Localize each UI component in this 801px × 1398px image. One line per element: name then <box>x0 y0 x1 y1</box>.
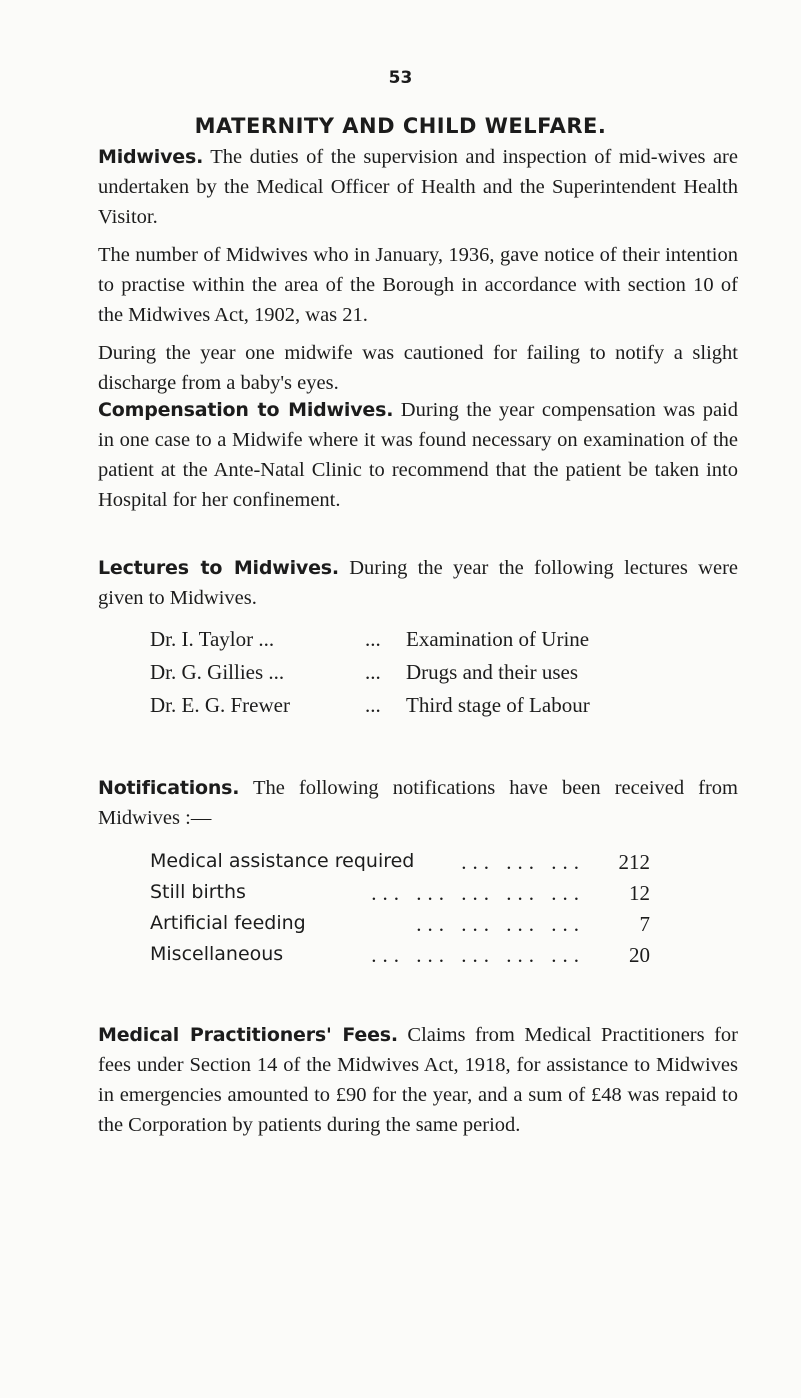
lectures-text: During the year the following lectures were given to Midwives. <box>98 557 738 609</box>
midwives-text-1: The duties of the supervision and inspection of mid-wives are undertaken by the Medical Officer of Health and the Superintendent Health Visitor. <box>98 146 738 228</box>
lecture-row <box>150 660 710 690</box>
notification-count: 7 <box>639 912 650 936</box>
section-lectures <box>98 553 738 613</box>
midwives-paragraph-3: During the year one midwife was cautioned for failing to notify a slight discharge from a baby's eyes. <box>98 342 738 394</box>
lecture-row <box>150 693 710 723</box>
lecturer-name: Dr. I. Taylor ... <box>150 627 275 651</box>
notification-leader: ... ... ... <box>461 850 585 874</box>
lecture-topic: Drugs and their uses <box>406 660 579 684</box>
lectures-heading: Lectures to Midwives. <box>98 557 339 579</box>
lecture-topic: Examination of Urine <box>406 627 590 651</box>
notification-row <box>150 850 650 880</box>
notification-label: Miscellaneous <box>150 943 284 965</box>
lecture-separator: ... <box>365 693 381 717</box>
notification-row <box>150 912 650 942</box>
page-title: MATERNITY AND CHILD WELFARE. <box>194 114 607 138</box>
section-notifications <box>98 773 738 833</box>
notifications-text: The following notifications have been received from Midwives :— <box>98 777 739 829</box>
lecture-row <box>150 627 710 657</box>
notification-count: 212 <box>618 850 650 874</box>
compensation-text: During the year compensation was paid in one case to a Midwife where it was found necessary on examination of the patient at the Ante-Natal Clinic to recommend that the patient be taken into Hospital for her confinement. <box>98 399 739 511</box>
midwives-heading: Midwives. <box>98 146 204 168</box>
section-compensation <box>98 395 738 515</box>
notification-leader: ... ... ... ... ... <box>371 943 585 967</box>
notification-count: 12 <box>629 881 650 905</box>
lecture-separator: ... <box>365 660 381 684</box>
lecture-separator: ... <box>365 627 381 651</box>
section-midwives <box>98 142 738 398</box>
lecturer-name: Dr. G. Gillies ... <box>150 660 285 684</box>
notification-row <box>150 943 650 973</box>
midwives-paragraph-1 <box>98 142 738 232</box>
notifications-heading: Notifications. <box>98 777 240 799</box>
notification-label: Medical assistance required <box>150 850 415 872</box>
notification-row <box>150 881 650 911</box>
notification-leader: ... ... ... ... ... <box>371 881 585 905</box>
fees-paragraph <box>98 1020 738 1140</box>
notification-count: 20 <box>629 943 650 967</box>
notification-leader: ... ... ... ... <box>416 912 585 936</box>
lecture-topic: Third stage of Labour <box>406 693 590 717</box>
compensation-paragraph <box>98 395 738 515</box>
lectures-paragraph <box>98 553 738 613</box>
compensation-heading: Compensation to Midwives. <box>98 399 394 421</box>
fees-text: Claims from Medical Practitioners for fees under Section 14 of the Midwives Act, 1918, for assistance to Midwives in emergencies amounted to £90 for the year, and a sum of £48 was repaid to the Corporation by patients during the same period. <box>98 1024 738 1136</box>
notification-label: Still births <box>150 881 246 903</box>
fees-heading: Medical Practitioners' Fees. <box>98 1024 398 1046</box>
page-number: 53 <box>388 68 413 88</box>
notification-label: Artificial feeding <box>150 912 306 934</box>
section-fees <box>98 1020 738 1140</box>
lecturer-name: Dr. E. G. Frewer <box>150 693 290 717</box>
midwives-paragraph-2: The number of Midwives who in January, 1936, gave notice of their intention to practise within the area of the Borough in accordance with section 10 of the Midwives Act, 1902, was 21. <box>98 244 738 326</box>
notifications-paragraph <box>98 773 738 833</box>
